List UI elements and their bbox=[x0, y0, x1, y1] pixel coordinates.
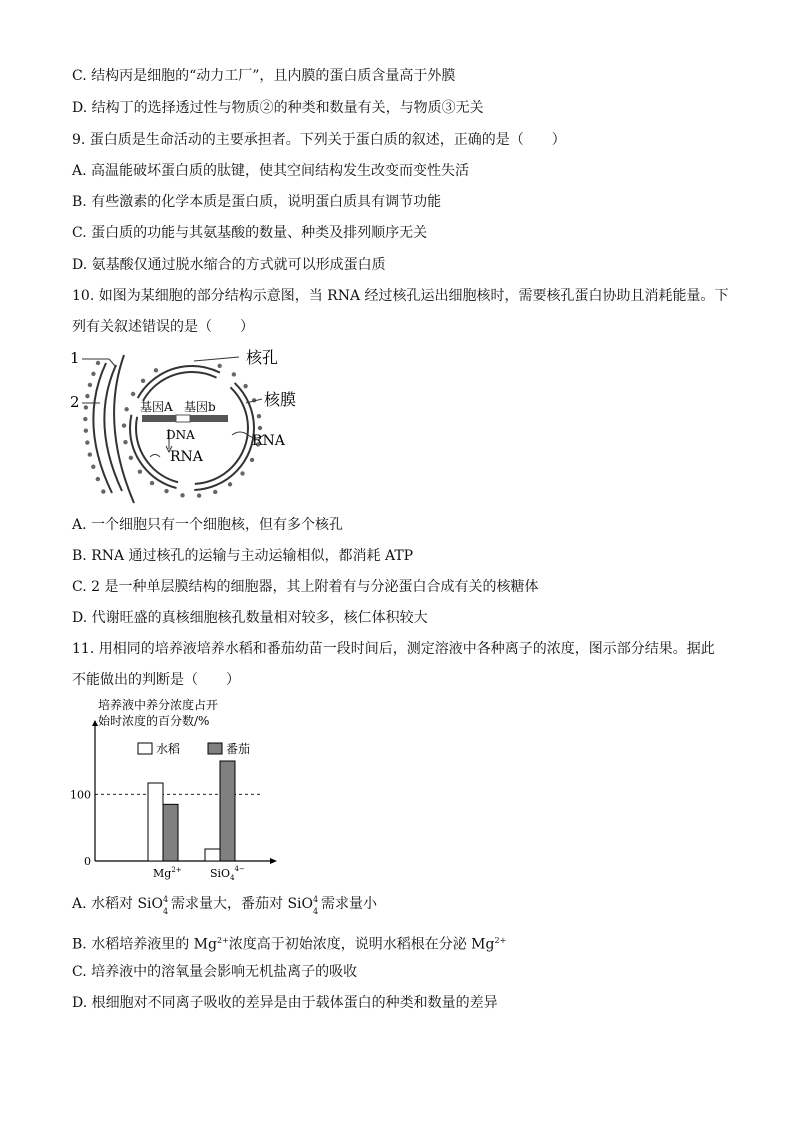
ribosome-dot bbox=[88, 383, 92, 387]
ribosome-dot bbox=[141, 379, 145, 383]
mg-sup-2: 2+ bbox=[494, 936, 507, 945]
x-category-label-0: $Mg^{2+}$ bbox=[153, 866, 182, 880]
y-tick-label-0: 0 bbox=[84, 855, 91, 868]
ribosome-dot bbox=[228, 482, 232, 486]
sio4-sup-2: 4 bbox=[313, 895, 319, 904]
q10-option-b: B. RNA 通过核孔的运输与主动运输相似，都消耗 ATP bbox=[72, 548, 414, 564]
x-axis-arrow bbox=[270, 858, 277, 864]
q11-option-d: D. 根细胞对不同离子吸收的差异是由于载体蛋白的种类和数量的差异 bbox=[72, 995, 498, 1011]
q9-option-c: C. 蛋白质的功能与其氨基酸的数量、种类及排列顺序无关 bbox=[72, 225, 428, 241]
ribosome-dot bbox=[232, 372, 236, 376]
q11-option-a bbox=[72, 895, 378, 916]
q10-stem-line1: 10. 如图为某细胞的部分结构示意图，当 RNA 经过核孔运出细胞核时，需要核孔蛋白协助且消耗能量。下 bbox=[72, 288, 729, 304]
q11-option-c: C. 培养液中的溶氧量会影响无机盐离子的吸收 bbox=[72, 964, 358, 980]
x-category-sub-1: 4 bbox=[230, 874, 235, 882]
chart-ylabel-line1: 培养液中养分浓度占开 bbox=[98, 698, 219, 712]
label-rna-in: RNA bbox=[170, 449, 203, 465]
q10-option-a: A. 一个细胞只有一个细胞核，但有多个核孔 bbox=[72, 517, 344, 533]
label-dna: DNA bbox=[166, 428, 195, 442]
q10-option-c: C. 2 是一种单层膜结构的细胞器，其上附着有与分泌蛋白合成有关的核糖体 bbox=[72, 579, 539, 595]
q10-option-d: D. 代谢旺盛的真核细胞核孔数量相对较多，核仁体积较大 bbox=[72, 610, 428, 626]
ribosome-dot bbox=[91, 465, 95, 469]
q11-stem-line1: 11. 用相同的培养液培养水稻和番茄幼苗一段时间后，测定溶液中各种离子的浓度，图示部分结果。据此 bbox=[72, 641, 715, 657]
sio4-sub-2: 4 bbox=[313, 907, 319, 916]
q8-option-c: C. 结构丙是细胞的“动力工厂”，且内膜的蛋白质含量高于外膜 bbox=[72, 68, 456, 84]
q11-option-a-part3: 需求量小 bbox=[321, 896, 378, 912]
ribosome-dot bbox=[213, 490, 217, 494]
q11-option-b-part2: 浓度高于初始浓度，说明水稻根在分泌 Mg bbox=[228, 936, 495, 953]
ribosome-dot bbox=[197, 493, 201, 497]
ribosome-dot bbox=[124, 407, 128, 411]
ribosome-dot bbox=[131, 392, 135, 396]
ion-concentration-chart bbox=[70, 696, 300, 882]
label-nuclear-pore: 核孔 bbox=[246, 348, 279, 367]
ribosome-dot bbox=[84, 429, 88, 433]
label-1: 1 bbox=[70, 349, 80, 367]
legend-label-0: 水稻 bbox=[156, 742, 181, 756]
label-nuclear-membrane: 核膜 bbox=[264, 390, 297, 409]
y-tick-label-100: 100 bbox=[70, 788, 91, 802]
ribosome-dot bbox=[83, 417, 87, 421]
legend-swatch-1 bbox=[208, 743, 222, 754]
ribosome-dot bbox=[85, 394, 89, 398]
bar-番茄-0 bbox=[163, 804, 178, 861]
bar-番茄-1 bbox=[220, 761, 235, 861]
nucleus-diagram bbox=[64, 343, 304, 513]
bar-水稻-1 bbox=[205, 849, 220, 861]
ribosome-dot bbox=[243, 384, 247, 388]
q9-option-a: A. 高温能破坏蛋白质的肽键，使其空间结构发生改变而变性失活 bbox=[72, 163, 470, 179]
bar-水稻-0 bbox=[148, 783, 163, 861]
q11-option-a-part2: 需求量大，番茄对 SiO bbox=[171, 896, 314, 912]
q9-option-d: D. 氨基酸仅通过脱水缩合的方式就可以形成蛋白质 bbox=[72, 257, 386, 273]
ribosome-dot bbox=[154, 368, 158, 372]
ribosome-dot bbox=[101, 489, 105, 493]
q8-option-d: D. 结构丁的选择透过性与物质②的种类和数量有关，与物质③无关 bbox=[72, 100, 484, 116]
ribosome-dot bbox=[138, 470, 142, 474]
mg-sup-1: 2+ bbox=[216, 936, 229, 945]
ribosome-dot bbox=[250, 458, 254, 462]
ribosome-dot bbox=[84, 405, 88, 409]
ribosome-dot bbox=[258, 426, 262, 430]
ribosome-dot bbox=[96, 361, 100, 365]
ribosome-dot bbox=[96, 477, 100, 481]
sio4-sub-1: 4 bbox=[163, 907, 169, 916]
q10-stem-line2: 列有关叙述错误的是（ ） bbox=[72, 319, 254, 335]
label-gene-a: 基因A bbox=[140, 400, 173, 414]
x-category-label-1: SiO$_4^{4-}$ bbox=[210, 865, 245, 882]
x-category-sup-1: 4− bbox=[234, 865, 245, 873]
q11-option-a-part1: A. 水稻对 SiO bbox=[72, 896, 164, 912]
q11-option-b bbox=[72, 932, 506, 954]
ribosome-dot bbox=[129, 456, 133, 460]
ribosome-dot bbox=[122, 423, 126, 427]
x-category-sup-0: 2+ bbox=[171, 866, 182, 874]
ribosome-dot bbox=[257, 414, 261, 418]
label-rna-out: RNA bbox=[252, 433, 285, 449]
q11-stem-line2: 不能做出的判断是（ ） bbox=[72, 672, 240, 688]
ribosome-dot bbox=[88, 452, 92, 456]
ribosome-dot bbox=[85, 440, 89, 444]
sio4-sup-1: 4 bbox=[163, 895, 169, 904]
ribosome-dot bbox=[91, 372, 95, 376]
ribosome-dot bbox=[164, 489, 168, 493]
ribosome-dot bbox=[180, 493, 184, 497]
ribosome-dot bbox=[150, 481, 154, 485]
q11-option-b-part1: B. 水稻培养液里的 Mg bbox=[72, 936, 217, 953]
ribosome-dot bbox=[217, 364, 221, 368]
legend-swatch-0 bbox=[138, 743, 152, 754]
ribosome-dot bbox=[123, 440, 127, 444]
chart-ylabel-line2: 始时浓度的百分数/% bbox=[98, 714, 210, 728]
label-2: 2 bbox=[70, 393, 80, 411]
label-gene-b: 基因b bbox=[184, 400, 216, 414]
legend-label-1: 番茄 bbox=[226, 742, 251, 756]
q9-option-b: B. 有些激素的化学本质是蛋白质，说明蛋白质具有调节功能 bbox=[72, 194, 442, 210]
ribosome-dot bbox=[240, 471, 244, 475]
q9-stem: 9. 蛋白质是生命活动的主要承担者。下列关于蛋白质的叙述，正确的是（ ） bbox=[72, 132, 566, 148]
